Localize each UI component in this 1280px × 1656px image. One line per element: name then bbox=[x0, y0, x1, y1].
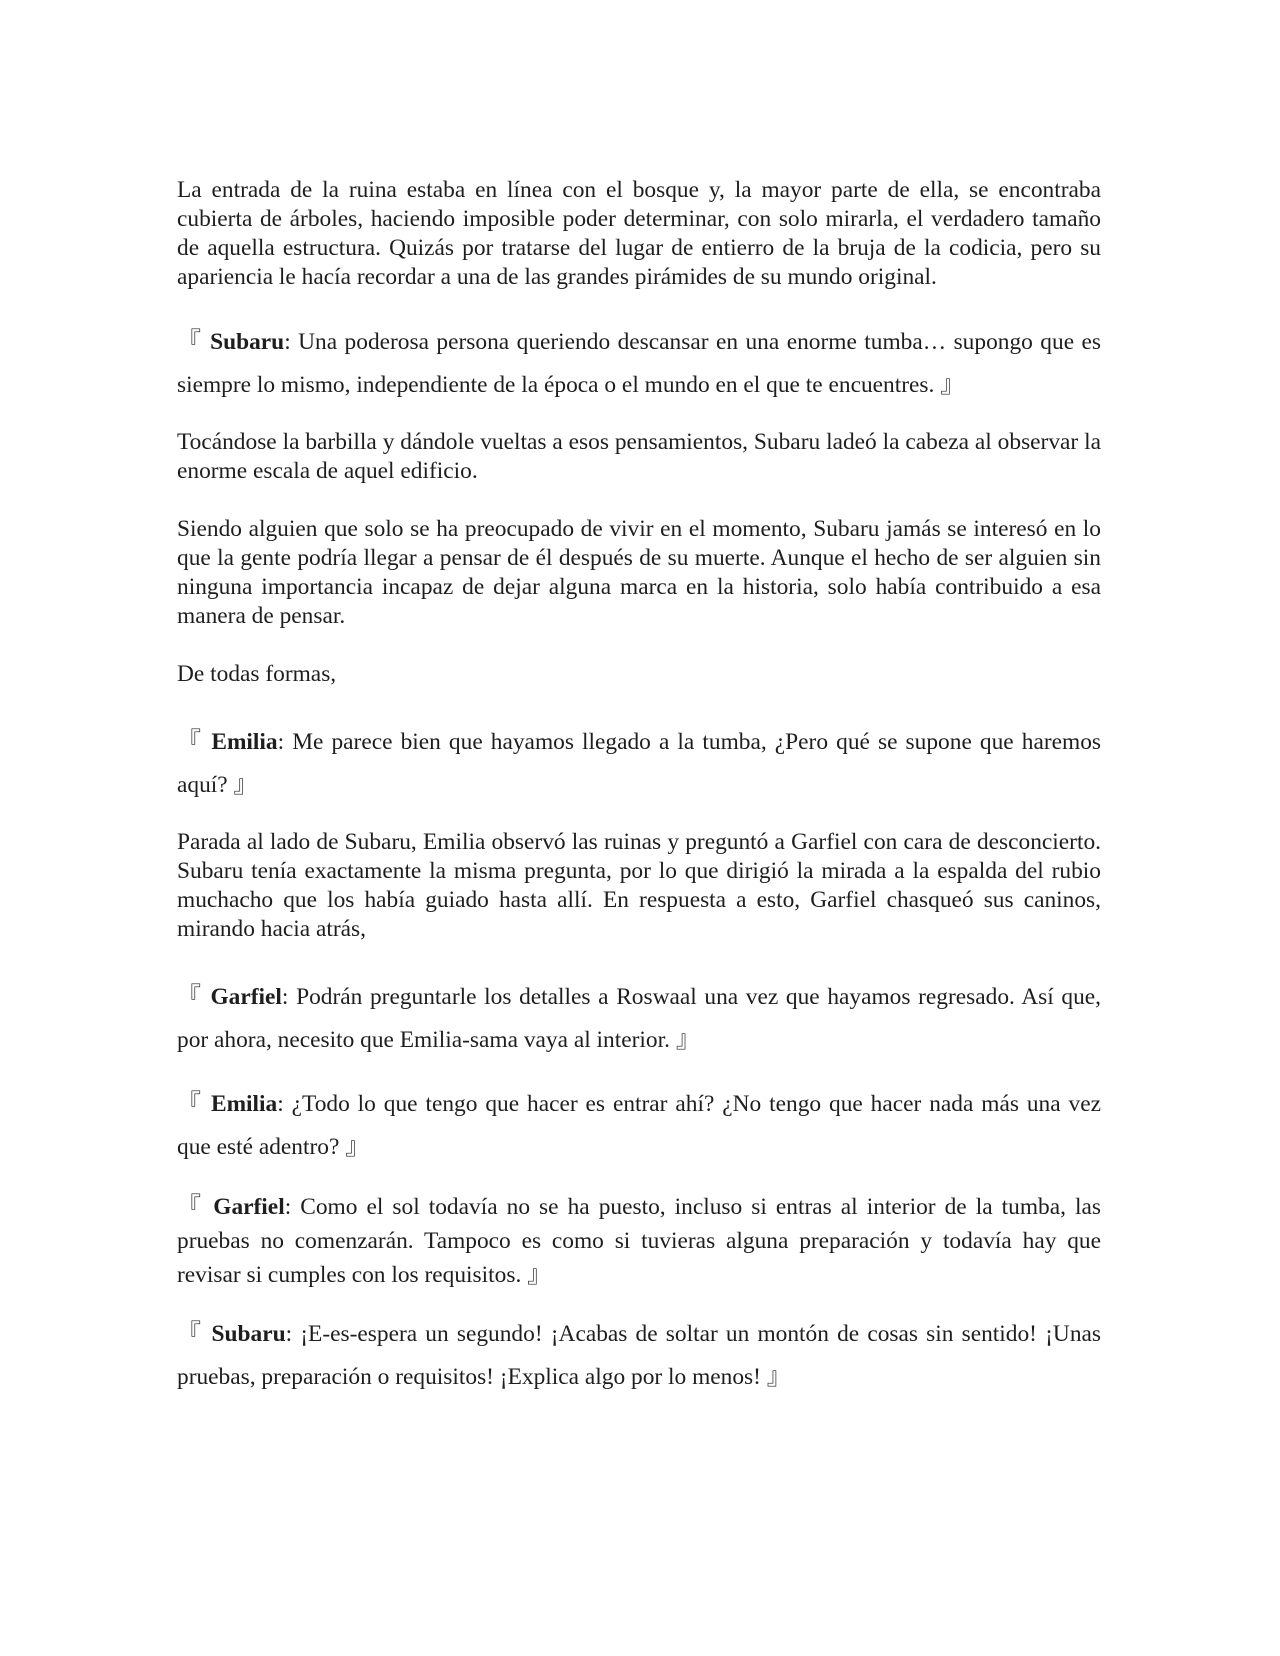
dialogue-text: Me parece bien que hayamos llegado a la tumba, ¿Pero qué se supone que haremos aquí? bbox=[177, 729, 1102, 798]
speaker-name: Subaru bbox=[211, 1321, 286, 1347]
speaker-name: Garfiel bbox=[210, 984, 282, 1010]
close-bracket: 』 bbox=[675, 1027, 700, 1053]
dialogue-line: 『 Garfiel: Como el sol todavía no se ha puesto, incluso si entras al interior de la tumba, las pruebas no comenzarán. Tampoco es como si tuvieras alguna preparación y todavía hay que revisar si cumples con los requisitos. 』 bbox=[177, 1194, 1101, 1288]
open-bracket: 『 bbox=[177, 329, 203, 355]
dialogue-text: ¿Todo lo que tengo que hacer es entrar ahí? ¿No tengo que hacer nada más una vez que esté adentro? bbox=[177, 1091, 1101, 1160]
dialogue-text: ¡E-es-espera un segundo! ¡Acabas de soltar un montón de cosas sin sentido! ¡Unas pruebas, preparación o requisitos! ¡Explica algo por lo menos! bbox=[177, 1321, 1101, 1390]
narration-paragraph: Parada al lado de Subaru, Emilia observó las ruinas y preguntó a Garfiel con cara de desconcierto. Subaru tenía exactamente la misma pregunta, por lo que dirigió la mirada a la espalda del rubio muchacho que los había guiado hasta allí. En respuesta a esto, Garfiel chasqueó sus caninos, mirando hacia atrás, bbox=[177, 829, 1101, 942]
document-page bbox=[177, 176, 1101, 1399]
open-bracket: 『 bbox=[177, 729, 204, 755]
narration-paragraph: La entrada de la ruina estaba en línea con el bosque y, la mayor parte de ella, se encontraba cubierta de árboles, haciendo imposible poder determinar, con solo mirarla, el verdadero tamaño de aquella estructura. Quizás por tratarse del lugar de entierro de la bruja de la codicia, pero su apariencia le hacía recordar a una de las grandes pirámides de su mundo original. bbox=[177, 177, 1101, 290]
dialogue-text: Podrán preguntarle los detalles a Roswaal una vez que hayamos regresado. Así que, por ahora, necesito que Emilia-sama vaya al interior. bbox=[177, 984, 1102, 1053]
speaker-name: Emilia bbox=[211, 729, 278, 755]
speaker-name: Subaru bbox=[210, 329, 285, 355]
open-bracket: 『 bbox=[177, 984, 203, 1010]
speaker-name: Garfiel bbox=[213, 1194, 285, 1220]
close-bracket: 』 bbox=[940, 372, 965, 398]
close-bracket: 』 bbox=[527, 1262, 552, 1288]
dialogue-line: 『 Subaru: Una poderosa persona queriendo descansar en una enorme tumba… supongo que es siempre lo mismo, independiente de la época o el mundo en el que te encuentres. 』 bbox=[177, 329, 1102, 398]
dialogue-text: Como el sol todavía no se ha puesto, incluso si entras al interior de la tumba, las pruebas no comenzarán. Tampoco es como si tuvieras alguna preparación y todavía hay que revisar si cumples con los requisitos. bbox=[177, 1194, 1101, 1288]
narration-paragraph: Tocándose la barbilla y dándole vueltas a esos pensamientos, Subaru ladeó la cabeza al observar la enorme escala de aquel edificio. bbox=[177, 429, 1101, 484]
close-bracket: 』 bbox=[766, 1364, 791, 1390]
narration-paragraph: De todas formas, bbox=[177, 661, 337, 687]
dialogue-line: 『 Subaru: ¡E-es-espera un segundo! ¡Acabas de soltar un montón de cosas sin sentido! ¡Unas pruebas, preparación o requisitos! ¡Explica algo por lo menos! 』 bbox=[177, 1321, 1101, 1390]
dialogue-line: 『 Garfiel: Podrán preguntarle los detalles a Roswaal una vez que hayamos regresado. Así que, por ahora, necesito que Emilia-sama vaya al interior. 』 bbox=[177, 984, 1102, 1053]
dialogue-text: Una poderosa persona queriendo descansar en una enorme tumba… supongo que es siempre lo mismo, independiente de la época o el mundo en el que te encuentres. bbox=[177, 329, 1102, 398]
open-bracket: 『 bbox=[177, 1321, 204, 1347]
open-bracket: 『 bbox=[177, 1091, 204, 1117]
speaker-name: Emilia bbox=[210, 1091, 278, 1117]
narration-paragraph: Siendo alguien que solo se ha preocupado de vivir en el momento, Subaru jamás se interesó en lo que la gente podría llegar a pensar de él después de su muerte. Aunque el hecho de ser alguien sin ninguna importancia incapaz de dejar alguna marca en la historia, solo había contribuido a esa manera de pensar. bbox=[177, 516, 1101, 629]
dialogue-line: 『 Emilia: Me parece bien que hayamos llegado a la tumba, ¿Pero qué se supone que haremos aquí? 』 bbox=[177, 729, 1102, 798]
dialogue-line: 『 Emilia: ¿Todo lo que tengo que hacer es entrar ahí? ¿No tengo que hacer nada más una vez que esté adentro? 』 bbox=[177, 1091, 1101, 1160]
close-bracket: 』 bbox=[345, 1134, 370, 1160]
close-bracket: 』 bbox=[233, 772, 258, 798]
open-bracket: 『 bbox=[177, 1194, 205, 1220]
